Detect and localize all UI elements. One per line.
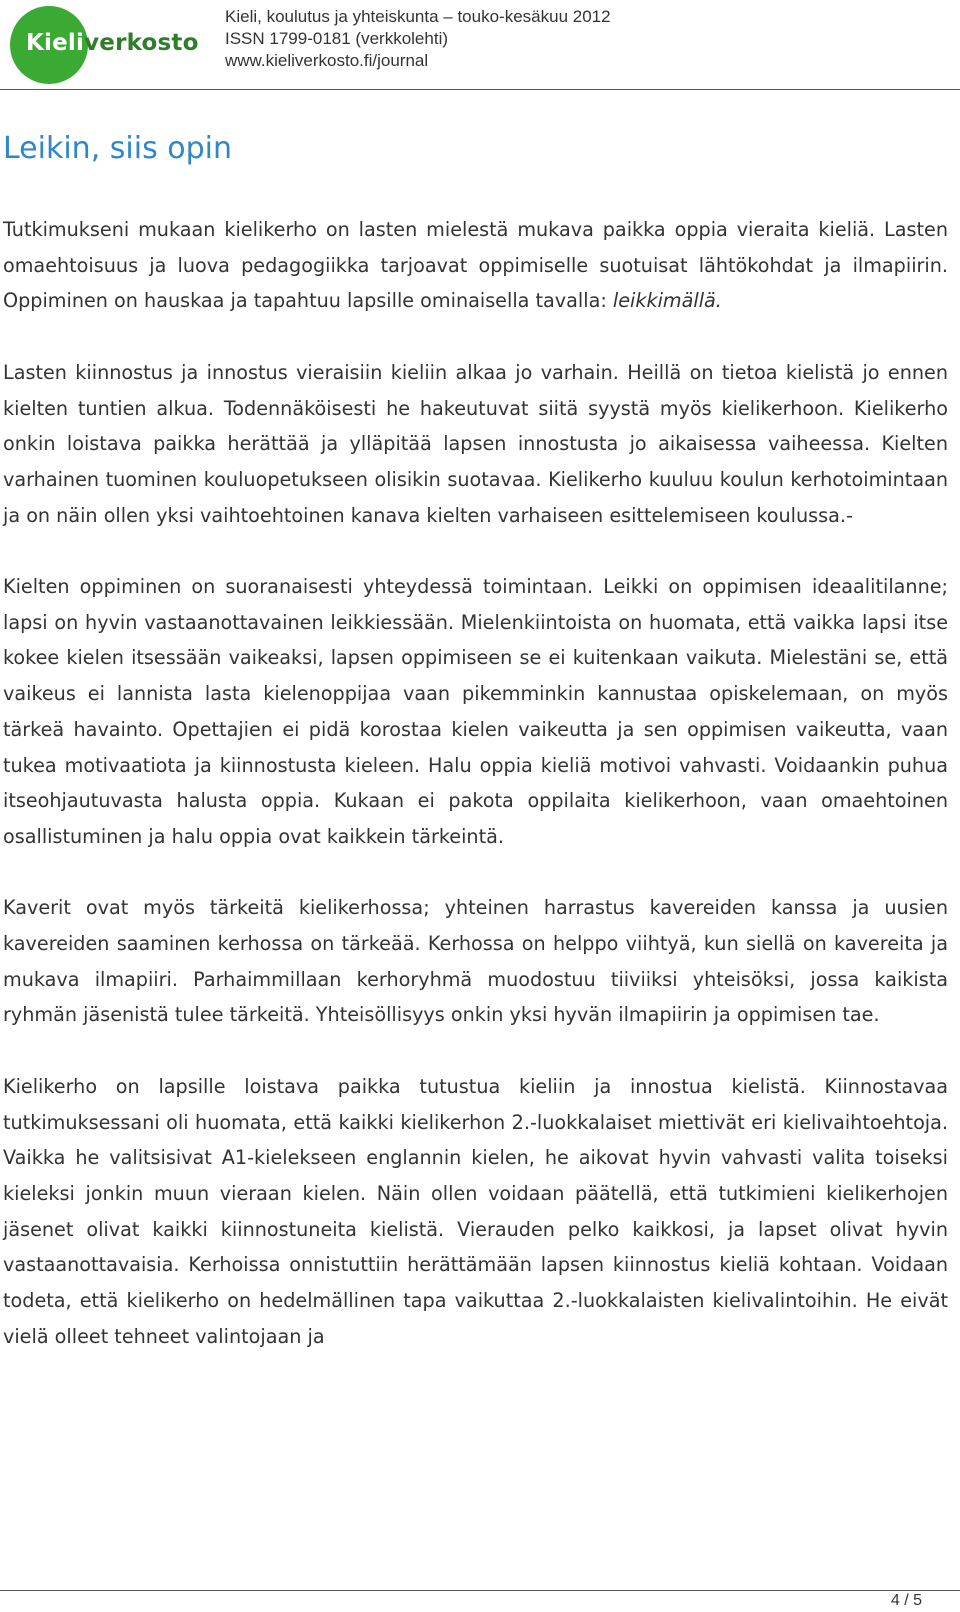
- footer-divider: [0, 1590, 960, 1591]
- header-divider: [0, 89, 960, 90]
- journal-issn: ISSN 1799-0181 (verkkolehti): [225, 29, 449, 48]
- paragraph-3: Kielten oppiminen on suoranaisesti yhteydessä toimintaan. Leikki on oppimisen ideaalitilanne; lapsi on hyvin vastaanottavainen leikkiessään. Mielenkiintoista on huomata, että vaikka lapsi itse kokee kielen itsessään vaikeaksi, lapsen oppimiseen se ei kuitenkaan vaikuta. Mielestäni se, että vaikeus ei lannista lasta kielenoppijaa vaan pikemminkin kannustaa opiskelemaan, on myös tärkeä havainto. Opettajien ei pidä korostaa kielen vaikeutta ja sen oppimisen vaikeutta, vaan tukea motivaatiota ja kiinnostusta kieleen. Halu oppia kieliä motivoi vahvasti. Voidaankin puhua itseohjautuvasta halusta oppia. Kukaan ei pakota oppilaita kielikerhoon, vaan omaehtoinen osallistuminen ja halu oppia ovat kaikkein tärkeintä.: [3, 575, 948, 848]
- paragraph-4: Kaverit ovat myös tärkeitä kielikerhossa; yhteinen harrastus kavereiden kanssa ja uusien kavereiden saaminen kerhossa on tärkeää. Kerhossa on helppo viihtyä, kun siellä on kavereita ja mukava ilmapiiri. Parhaimmillaan kerhoryhmä muodostuu tiiviiksi yhteisöksi, jossa kaikista ryhmän jäsenistä tulee tärkeitä. Yhteisöllisyys onkin yksi hyvän ilmapiirin ja oppimisen tae.: [3, 896, 948, 1027]
- paragraph-1: Tutkimukseni mukaan kielikerho on lasten mielestä mukava paikka oppia vieraita kieliä. Lasten omaehtoisuus ja luova pedagogiikka tarjoavat oppimiselle suotuisat lähtökohdat ja ilmapiirin. Oppiminen on hauskaa ja tapahtuu lapsille ominaisella tavalla: leikkimällä.: [3, 218, 948, 313]
- paragraph-5: Kielikerho on lapsille loistava paikka tutustua kieliin ja innostua kielistä. Kiinnostavaa tutkimuksessani oli huomata, että kaikki kielikerhon 2.-luokkalaiset miettivät eri kielivaihtoehtoja. Vaikka he valitsisivat A1-kielekseen englannin kielen, he aikovat hyvin vahvasti valita toiseksi kieleksi jonkin muun vieraan kielen. Näin ollen voidaan päätellä, että tutkimieni kielikerhojen jäsenet olivat kaikki kiinnostuneita kielistä. Vierauden pelko kaikkosi, ja lapset olivat hyvin vastaanottavaisia. Kerhoissa onnistuttiin herättämään lapsen kiinnostus kieliä kohtaan. Voidaan todeta, että kielikerho on hedelmällinen tapa vaikuttaa 2.-luokkalaisten kielivalintoihin. He eivät vielä olleet tehneet valintojaan ja: [3, 1074, 948, 1348]
- page-header: [0, 0, 960, 90]
- page-number: 4 / 5: [890, 1592, 922, 1609]
- journal-url[interactable]: www.kieliverkosto.fi/journal: [225, 51, 429, 70]
- logo-wordmark: Kieliverkosto: [26, 30, 199, 56]
- journal-title: Kieli, koulutus ja yhteiskunta – touko-kesäkuu 2012: [225, 7, 611, 26]
- article-body: [3, 212, 948, 1390]
- paragraph-2: Lasten kiinnostus ja innostus vieraisiin kieliin alkaa jo varhain. Heillä on tietoa kielistä jo ennen kielten tuntien alkua. Todennäköisesti he hakeutuvat siitä syystä myös kielikerhoon. Kielikerho onkin loistava paikka herättää ja ylläpitää lapsen innostusta jo aikaisessa vaiheessa. Kielten varhainen tuominen kouluopetukseen olisikin suotavaa. Kielikerho kuuluu koulun kerhotoimintaan ja on näin ollen yksi vaihtoehtoinen kanava kielten varhaiseen esittelemiseen koulussa.-: [3, 360, 948, 527]
- journal-meta: [225, 6, 611, 72]
- kieliverkosto-logo[interactable]: [8, 6, 223, 84]
- paragraph-1-emphasis: leikkimällä.: [612, 289, 722, 313]
- article-title: Leikin, siis opin: [3, 131, 232, 166]
